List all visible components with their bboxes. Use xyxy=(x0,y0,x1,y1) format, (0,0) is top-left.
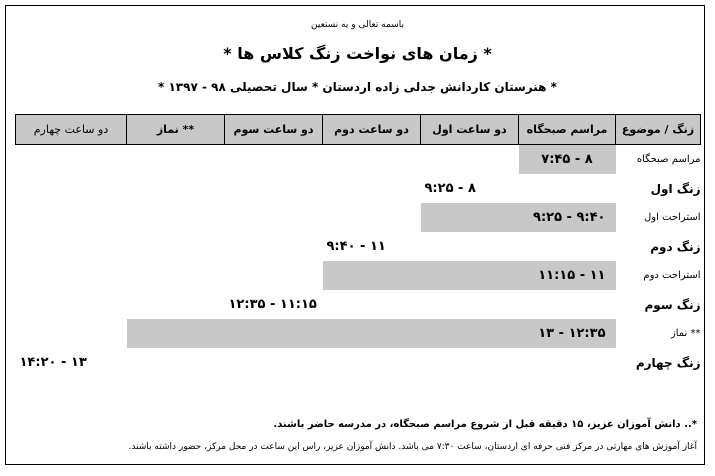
table-row xyxy=(16,290,701,319)
note-arrival: *.. دانش آموزان عزیز، ۱۵ دقیقه قبل از شروع مراسم صبحگاه، در مدرسه حاضر باشند. xyxy=(273,419,697,430)
basmala-line: باسمه تعالی و به نستعین xyxy=(311,20,404,30)
column-header: زنگ / موضوع xyxy=(616,115,701,145)
column-header: دو ساعت چهارم xyxy=(16,115,127,145)
column-header: دو ساعت اول xyxy=(421,115,519,145)
row-label-break-1: استراحت اول xyxy=(643,212,701,223)
row-label-bell-4: زنگ چهارم xyxy=(635,355,701,370)
time-range: ۱۱:۱۵ - ۱۲:۳۵ xyxy=(228,297,317,312)
column-header: دو ساعت سوم xyxy=(225,115,323,145)
page-title: * زمان های نواخت زنگ کلاس ها * xyxy=(223,44,492,63)
row-label-prayer: ** نماز xyxy=(670,328,701,339)
time-range: ۱۱ - ۹:۴۰ xyxy=(326,239,386,254)
table-row xyxy=(16,261,701,290)
time-bar-bell-1 xyxy=(421,174,616,203)
time-bar-break-2 xyxy=(323,261,616,290)
row-label-break-2: استراحت دوم xyxy=(643,270,701,281)
column-header: دو ساعت دوم xyxy=(323,115,421,145)
table-row xyxy=(16,174,701,203)
time-bar-morning-ceremony xyxy=(519,145,616,175)
row-label-bell-3: زنگ سوم xyxy=(644,297,701,312)
note-skills-training: آغاز آموزش های مهارتی در مرکز فنی حرفه ای اردستان، ساعت ۷:۳۰ می باشد. دانش آموزان عزیز، راس این ساعت در محل مرکز، حضور داشته باشند. xyxy=(128,442,697,452)
time-bar-prayer xyxy=(127,319,616,348)
time-bar-bell-2 xyxy=(323,232,616,261)
table-row xyxy=(16,145,701,175)
table-header-row xyxy=(16,115,701,145)
column-header: مراسم صبحگاه xyxy=(519,115,616,145)
row-label-bell-1: زنگ اول xyxy=(650,181,701,196)
table-row xyxy=(16,348,701,377)
table-row xyxy=(16,232,701,261)
time-range: ۸ - ۹:۲۵ xyxy=(424,181,476,196)
bell-schedule-table xyxy=(15,114,701,377)
row-label-morning-ceremony: مراسم صبحگاه xyxy=(636,154,701,165)
column-header: ** نماز xyxy=(127,115,225,145)
time-range: ۸ - ۷:۴۵ xyxy=(541,152,593,167)
time-bar-break-1 xyxy=(421,203,616,232)
row-label-bell-2: زنگ دوم xyxy=(650,239,701,254)
table-row xyxy=(16,203,701,232)
time-range: ۹:۴۰ - ۹:۲۵ xyxy=(533,210,606,225)
time-bar-bell-3 xyxy=(225,290,616,319)
time-range: ۱۱ - ۱۱:۱۵ xyxy=(538,268,606,283)
table-row xyxy=(16,319,701,348)
time-range: ۱۳ - ۱۴:۲۰ xyxy=(19,355,87,370)
page-subtitle: * هنرستان کاردانش جدلی زاده اردستان * سال تحصیلی ۹۸ - ۱۳۹۷ * xyxy=(158,80,557,94)
time-range: ۱۲:۳۵ - ۱۳ xyxy=(538,326,606,341)
time-bar-bell-4 xyxy=(16,348,616,377)
